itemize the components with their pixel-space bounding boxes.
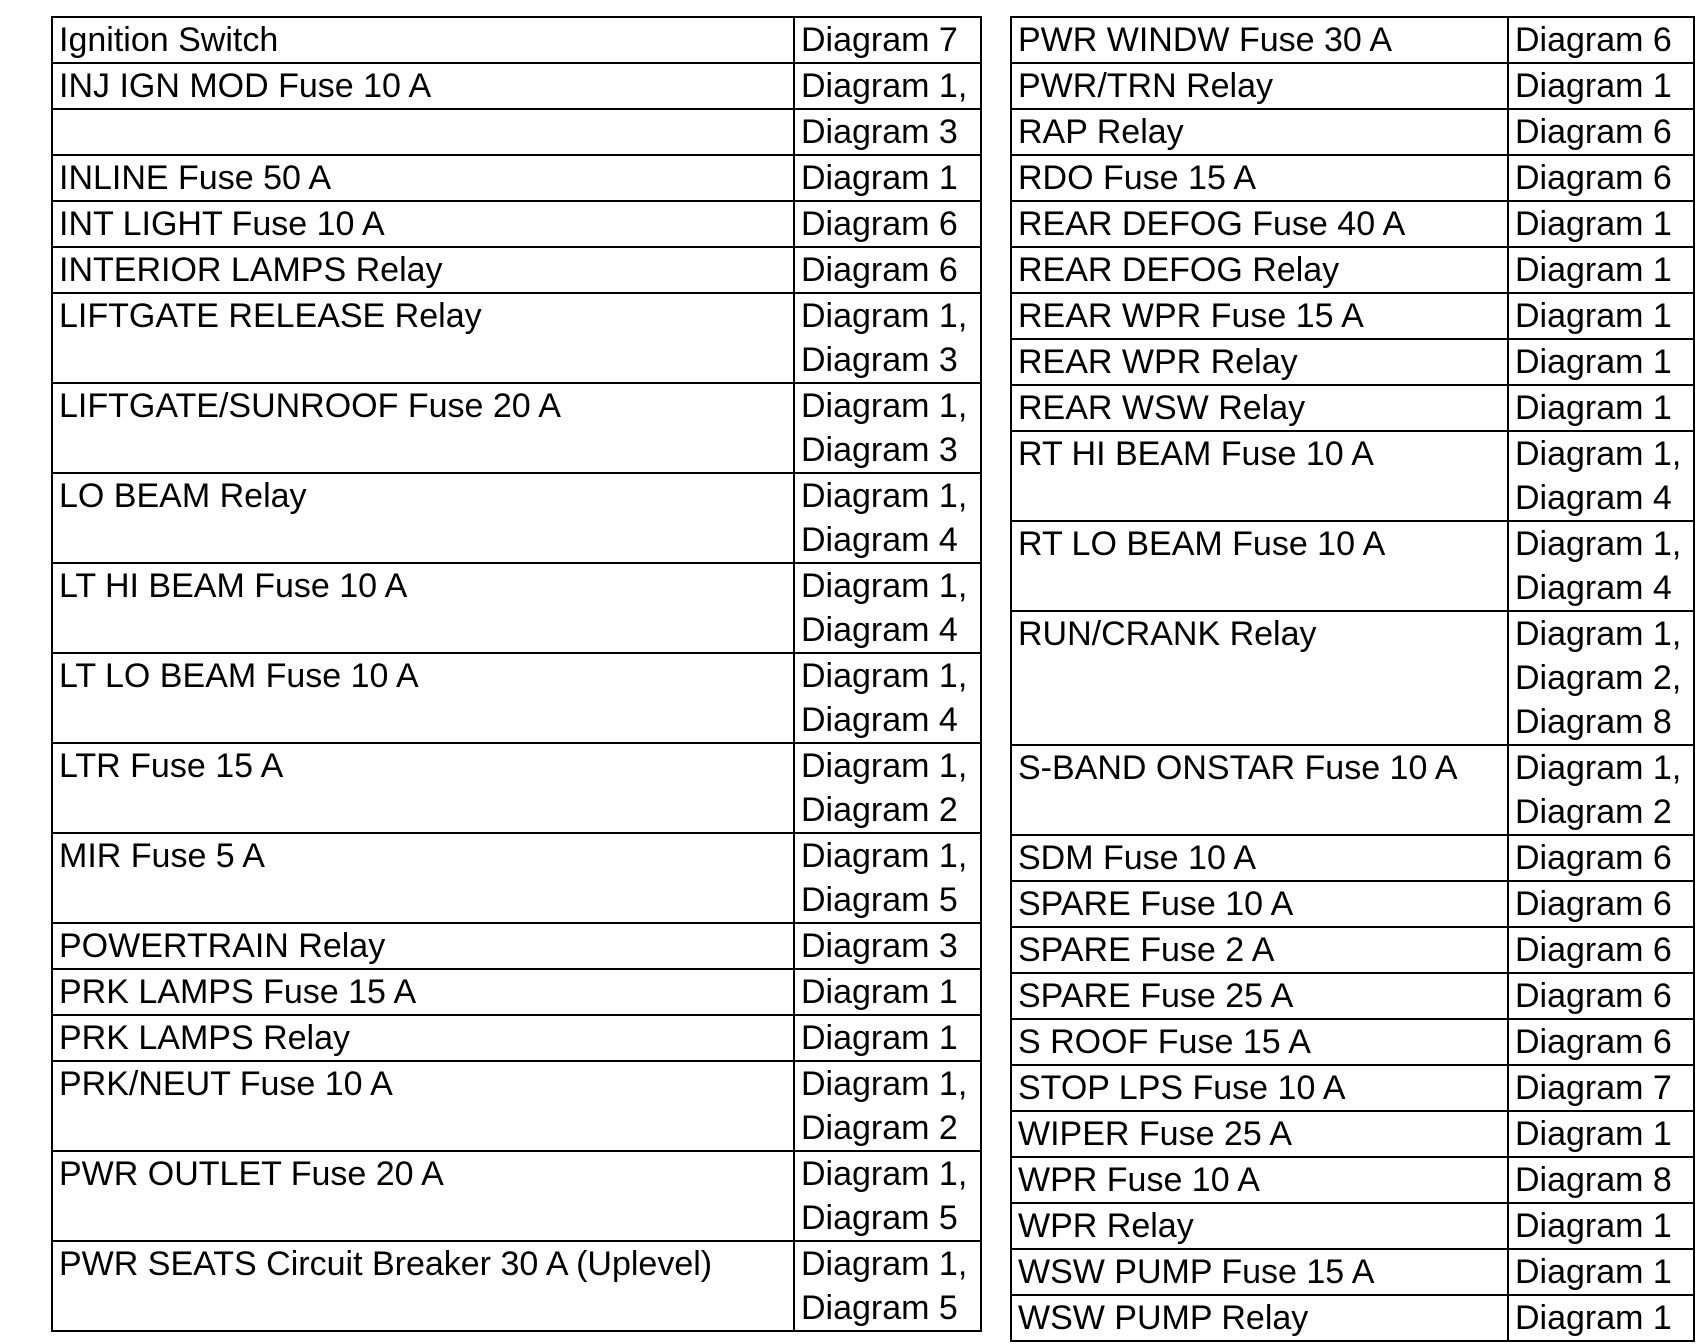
table-row [52, 201, 981, 247]
diagram-reference [1508, 745, 1694, 835]
diagram-ref-line: Diagram 1, [1515, 525, 1682, 563]
diagram-reference [1508, 1019, 1694, 1065]
diagram-ref-line: Diagram 1 [1515, 1115, 1672, 1153]
component-name: REAR WPR Relay [1011, 339, 1508, 385]
diagram-ref-line: Diagram 3 [801, 113, 958, 151]
component-name [52, 109, 794, 155]
diagram-ref-line: Diagram 5 [801, 1289, 958, 1327]
table-row [1011, 63, 1694, 109]
diagram-ref-line: Diagram 1 [1515, 1253, 1672, 1291]
component-name: INTERIOR LAMPS Relay [52, 247, 794, 293]
diagram-reference [794, 109, 981, 155]
component-name: SPARE Fuse 2 A [1011, 927, 1508, 973]
diagram-ref-line: Diagram 6 [1515, 21, 1672, 59]
diagram-reference [1508, 521, 1694, 611]
diagram-ref-line: Diagram 4 [1515, 479, 1672, 517]
component-name: PWR WINDW Fuse 30 A [1011, 17, 1508, 63]
diagram-ref-line: Diagram 3 [801, 431, 958, 469]
diagram-ref-line: Diagram 4 [1515, 569, 1672, 607]
component-name: MIR Fuse 5 A [52, 833, 794, 923]
diagram-ref-line: Diagram 1, [801, 1245, 968, 1283]
diagram-reference [1508, 973, 1694, 1019]
table-row [1011, 1203, 1694, 1249]
diagram-ref-line: Diagram 7 [1515, 1069, 1672, 1107]
diagram-ref-line: Diagram 4 [801, 521, 958, 559]
table-row [1011, 431, 1694, 521]
diagram-ref-line: Diagram 3 [801, 927, 958, 965]
diagram-reference [794, 201, 981, 247]
component-name: REAR DEFOG Fuse 40 A [1011, 201, 1508, 247]
diagram-ref-line: Diagram 1 [801, 1019, 958, 1057]
table-row [1011, 385, 1694, 431]
left-index-table-body [52, 17, 981, 1331]
component-name: LTR Fuse 15 A [52, 743, 794, 833]
table-row [52, 653, 981, 743]
diagram-reference [794, 1015, 981, 1061]
table-row [52, 247, 981, 293]
table-row [1011, 881, 1694, 927]
table-row [1011, 835, 1694, 881]
table-row [52, 383, 981, 473]
diagram-reference [1508, 385, 1694, 431]
component-name: RUN/CRANK Relay [1011, 611, 1508, 745]
component-name: WIPER Fuse 25 A [1011, 1111, 1508, 1157]
diagram-ref-line: Diagram 2 [801, 791, 958, 829]
diagram-reference [794, 743, 981, 833]
right-index-table [1010, 16, 1695, 1342]
component-name: RDO Fuse 15 A [1011, 155, 1508, 201]
table-row [1011, 1157, 1694, 1203]
diagram-ref-line: Diagram 1, [801, 1065, 968, 1103]
diagram-reference [794, 1241, 981, 1331]
table-row [1011, 201, 1694, 247]
component-name: WPR Relay [1011, 1203, 1508, 1249]
diagram-reference [1508, 1157, 1694, 1203]
diagram-reference [794, 833, 981, 923]
diagram-ref-line: Diagram 5 [801, 881, 958, 919]
diagram-ref-line: Diagram 1, [801, 387, 968, 425]
component-name: SDM Fuse 10 A [1011, 835, 1508, 881]
component-name: LIFTGATE/SUNROOF Fuse 20 A [52, 383, 794, 473]
table-row [1011, 1111, 1694, 1157]
diagram-ref-line: Diagram 1, [801, 657, 968, 695]
diagram-ref-line: Diagram 1 [1515, 251, 1672, 289]
diagram-reference [1508, 431, 1694, 521]
diagram-reference [794, 923, 981, 969]
diagram-ref-line: Diagram 4 [801, 701, 958, 739]
table-row [52, 63, 981, 109]
component-name: POWERTRAIN Relay [52, 923, 794, 969]
diagram-ref-line: Diagram 4 [801, 611, 958, 649]
diagram-ref-line: Diagram 1 [1515, 1207, 1672, 1245]
diagram-reference [1508, 155, 1694, 201]
diagram-ref-line: Diagram 8 [1515, 703, 1672, 741]
diagram-reference [794, 969, 981, 1015]
component-name: REAR WSW Relay [1011, 385, 1508, 431]
diagram-reference [1508, 927, 1694, 973]
component-name: SPARE Fuse 25 A [1011, 973, 1508, 1019]
right-index-table-body [1011, 17, 1694, 1341]
diagram-reference [794, 1061, 981, 1151]
component-name: LT HI BEAM Fuse 10 A [52, 563, 794, 653]
left-index-table [51, 16, 982, 1332]
diagram-reference [794, 563, 981, 653]
diagram-reference [1508, 293, 1694, 339]
diagram-reference [1508, 1295, 1694, 1341]
diagram-reference [1508, 1065, 1694, 1111]
diagram-ref-line: Diagram 1, [801, 297, 968, 335]
diagram-ref-line: Diagram 1, [1515, 749, 1682, 787]
component-name: S ROOF Fuse 15 A [1011, 1019, 1508, 1065]
table-row [1011, 973, 1694, 1019]
diagram-reference [794, 247, 981, 293]
component-name: WPR Fuse 10 A [1011, 1157, 1508, 1203]
component-name: S-BAND ONSTAR Fuse 10 A [1011, 745, 1508, 835]
table-row [1011, 247, 1694, 293]
diagram-ref-line: Diagram 5 [801, 1199, 958, 1237]
component-name: PRK/NEUT Fuse 10 A [52, 1061, 794, 1151]
table-row [52, 155, 981, 201]
component-name: RAP Relay [1011, 109, 1508, 155]
diagram-ref-line: Diagram 6 [1515, 931, 1672, 969]
diagram-reference [794, 383, 981, 473]
diagram-reference [1508, 1249, 1694, 1295]
table-row [52, 743, 981, 833]
diagram-ref-line: Diagram 1 [1515, 343, 1672, 381]
table-row [52, 833, 981, 923]
diagram-reference [794, 155, 981, 201]
table-row [1011, 17, 1694, 63]
component-name: REAR WPR Fuse 15 A [1011, 293, 1508, 339]
diagram-ref-line: Diagram 1, [801, 1155, 968, 1193]
table-row [52, 1241, 981, 1331]
diagram-reference [1508, 881, 1694, 927]
diagram-reference [794, 293, 981, 383]
component-name: LO BEAM Relay [52, 473, 794, 563]
table-row [52, 293, 981, 383]
diagram-reference [1508, 339, 1694, 385]
diagram-ref-line: Diagram 2 [801, 1109, 958, 1147]
component-name: PWR SEATS Circuit Breaker 30 A (Uplevel) [52, 1241, 794, 1331]
diagram-ref-line: Diagram 1, [801, 837, 968, 875]
diagram-ref-line: Diagram 1 [1515, 67, 1672, 105]
table-row [1011, 745, 1694, 835]
component-name: PWR OUTLET Fuse 20 A [52, 1151, 794, 1241]
component-name: WSW PUMP Fuse 15 A [1011, 1249, 1508, 1295]
component-name: INJ IGN MOD Fuse 10 A [52, 63, 794, 109]
diagram-ref-line: Diagram 6 [1515, 977, 1672, 1015]
diagram-reference [1508, 1111, 1694, 1157]
diagram-ref-line: Diagram 6 [801, 251, 958, 289]
component-name: REAR DEFOG Relay [1011, 247, 1508, 293]
diagram-ref-line: Diagram 1, [801, 477, 968, 515]
component-name: PRK LAMPS Fuse 15 A [52, 969, 794, 1015]
table-row [1011, 521, 1694, 611]
diagram-reference [794, 63, 981, 109]
diagram-ref-line: Diagram 7 [801, 21, 958, 59]
component-name: PWR/TRN Relay [1011, 63, 1508, 109]
table-row [1011, 1249, 1694, 1295]
diagram-ref-line: Diagram 1, [801, 747, 968, 785]
diagram-reference [1508, 17, 1694, 63]
table-row [52, 923, 981, 969]
table-row [1011, 1295, 1694, 1341]
diagram-ref-line: Diagram 2, [1515, 659, 1682, 697]
diagram-reference [794, 1151, 981, 1241]
diagram-ref-line: Diagram 2 [1515, 793, 1672, 831]
component-name: SPARE Fuse 10 A [1011, 881, 1508, 927]
diagram-ref-line: Diagram 6 [801, 205, 958, 243]
table-row [52, 969, 981, 1015]
diagram-reference [1508, 835, 1694, 881]
diagram-ref-line: Diagram 6 [1515, 1023, 1672, 1061]
component-name: Ignition Switch [52, 17, 794, 63]
diagram-ref-line: Diagram 8 [1515, 1161, 1672, 1199]
diagram-ref-line: Diagram 1 [1515, 1299, 1672, 1337]
diagram-ref-line: Diagram 1, [1515, 435, 1682, 473]
diagram-ref-line: Diagram 3 [801, 341, 958, 379]
component-name: LT LO BEAM Fuse 10 A [52, 653, 794, 743]
component-name: INLINE Fuse 50 A [52, 155, 794, 201]
component-name: INT LIGHT Fuse 10 A [52, 201, 794, 247]
component-name: LIFTGATE RELEASE Relay [52, 293, 794, 383]
table-row [52, 1061, 981, 1151]
diagram-reference [1508, 201, 1694, 247]
diagram-ref-line: Diagram 1 [1515, 389, 1672, 427]
diagram-ref-line: Diagram 6 [1515, 885, 1672, 923]
table-row [52, 1151, 981, 1241]
diagram-ref-line: Diagram 6 [1515, 159, 1672, 197]
component-name: PRK LAMPS Relay [52, 1015, 794, 1061]
diagram-ref-line: Diagram 1, [1515, 615, 1682, 653]
diagram-reference [1508, 63, 1694, 109]
diagram-ref-line: Diagram 6 [1515, 113, 1672, 151]
diagram-reference [794, 473, 981, 563]
diagram-reference [794, 17, 981, 63]
table-row [1011, 927, 1694, 973]
table-row [52, 17, 981, 63]
table-row [52, 1015, 981, 1061]
diagram-ref-line: Diagram 1 [1515, 205, 1672, 243]
diagram-reference [1508, 1203, 1694, 1249]
table-row [1011, 339, 1694, 385]
table-row [52, 473, 981, 563]
table-row [52, 109, 981, 155]
diagram-ref-line: Diagram 1, [801, 567, 968, 605]
diagram-reference [1508, 247, 1694, 293]
component-name: RT LO BEAM Fuse 10 A [1011, 521, 1508, 611]
table-row [1011, 293, 1694, 339]
diagram-reference [794, 653, 981, 743]
diagram-ref-line: Diagram 1 [801, 159, 958, 197]
diagram-ref-line: Diagram 1, [801, 67, 968, 105]
component-name: WSW PUMP Relay [1011, 1295, 1508, 1341]
diagram-reference [1508, 611, 1694, 745]
component-name: RT HI BEAM Fuse 10 A [1011, 431, 1508, 521]
table-row [52, 563, 981, 653]
diagram-ref-line: Diagram 1 [801, 973, 958, 1011]
component-name: STOP LPS Fuse 10 A [1011, 1065, 1508, 1111]
table-row [1011, 611, 1694, 745]
diagram-reference [1508, 109, 1694, 155]
column-gap [982, 16, 1010, 1308]
table-row [1011, 109, 1694, 155]
table-row [1011, 155, 1694, 201]
diagram-ref-line: Diagram 1 [1515, 297, 1672, 335]
table-row [1011, 1019, 1694, 1065]
diagram-ref-line: Diagram 6 [1515, 839, 1672, 877]
table-row [1011, 1065, 1694, 1111]
